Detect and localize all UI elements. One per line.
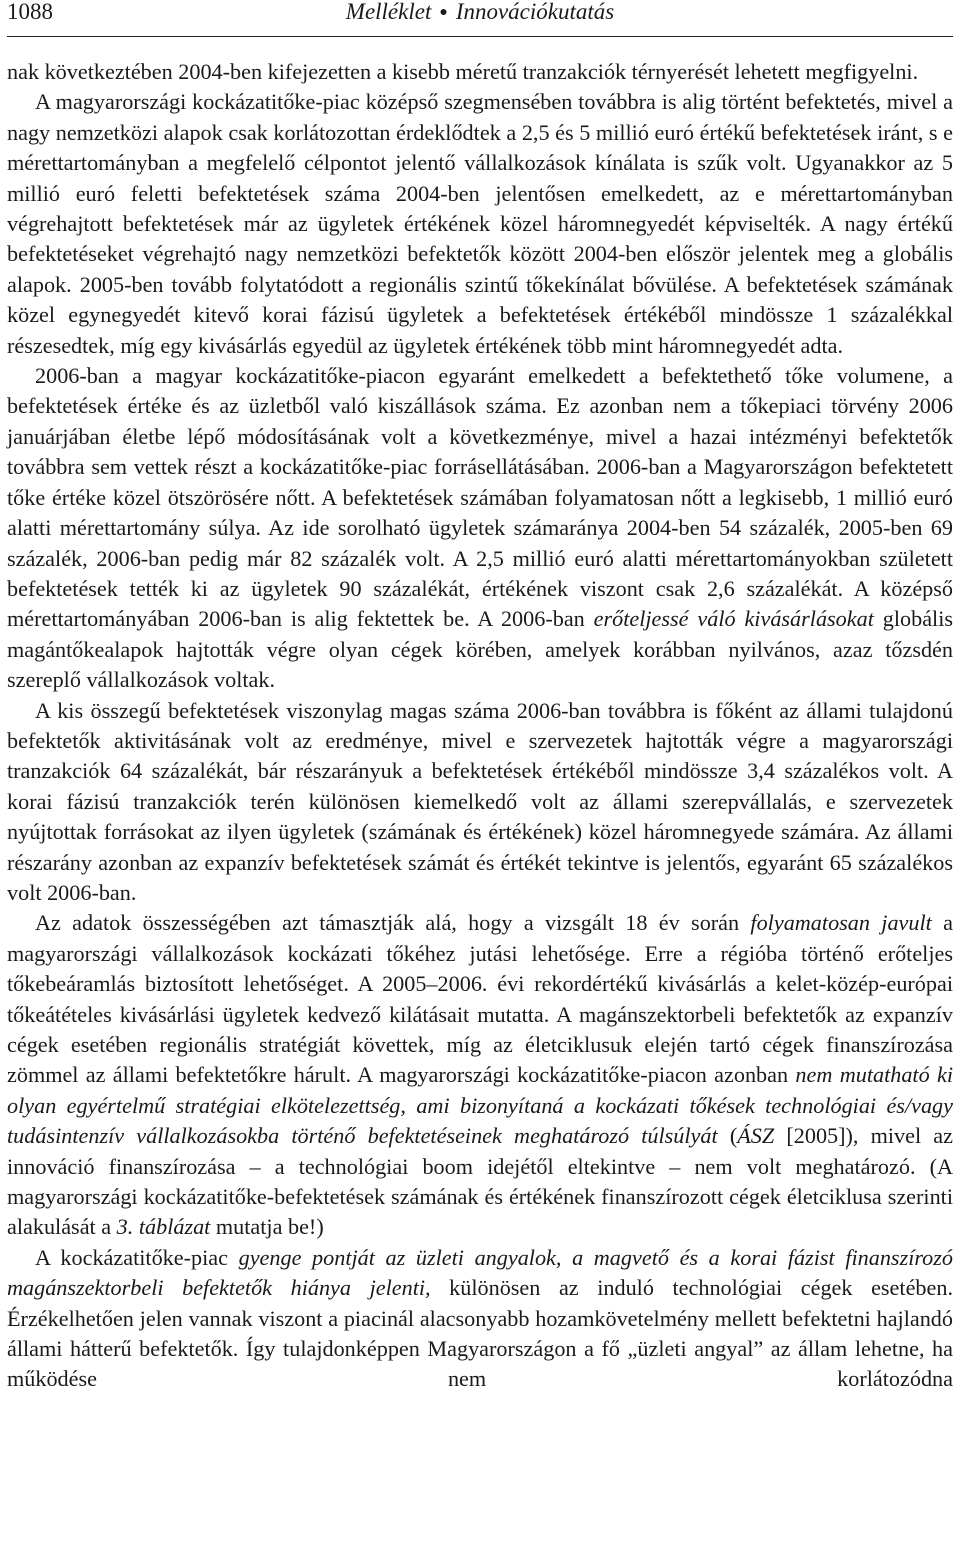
paragraph [7,1243,953,1395]
running-title [7,0,953,25]
emphasis-text: folyamatosan javult [750,910,932,936]
paragraph-text: Az adatok összességében azt támasztják alá, hogy a vizsgált 18 év során [35,910,751,936]
paragraph-text: 2006-ban a magyar kockázatitőke-piacon egyaránt emelkedett a befektethető tőke volumene, a befektetések értéke és az üzletből való kiszállások száma. Ez azonban nem a tőkepiaci törvény 2006 januárjában életbe lépő módosításának volt a következménye, mivel a hazai intézményi befektetők továbbra sem vettek részt a kockázatitőke-piac forrásellátásában. 2006-ban a Magyarországon befektetett tőke értéke közel ötszörösére nőtt. A befektetések számában folyamatosan nőtt a legkisebb, 1 millió euró alatti mérettartomány súlya. Az ide sorolható ügyletek számaránya 2004-ben 54 százalék, 2005-ben 69 százalék, 2006-ban pedig már 82 százalék volt. A 2,5 millió euró alatti mérettartományokban született befektetések tették ki az ügyletek 90 százalékát, értékének viszont csak 2,6 százalékát. A középső mérettartományában 2006-ban is alig fektettek be. A 2006-ban [7,363,953,632]
paragraph-text: ( [717,1123,738,1149]
paragraph-text: [2005]), mivel az innováció finanszírozása – a technológiai boom idejétől eltekintve – nem volt meghatározó. (A magyarországi kockázatitőke-befektetések számának és értékének finanszírozott cégek életciklusa szerinti alakulását a [7,1123,954,1240]
emphasis-text: gyenge pontját az üzleti angyalok, a magvető és a korai fázist finanszírozó magánszektorbeli befektetők hiánya jelenti, [7,1244,953,1301]
paragraph-text: A kis összegű befektetések viszonylag magas száma 2006-ban továbbra is főként az állami tulajdonú befektetők aktivitásának volt az eredménye, mivel e szervezetek hajtották végre a magyarországi tranzakciók 64 százalékát, bár részarányuk a befektetések értékéből mindössze 3,4 százalékos volt. A korai fázisú tranzakciók terén különösen kiemelkedő volt az állami szerepvállalás, e szervezetek nyújtottak forrásokat az ilyen ügyletek (számának és értékének) közel háromnegyede számára. Az állami részarány azonban az expanzív befektetések számát és értékét tekintve is jelentős, egyaránt 65 százalékos volt 2006-ban. [7,697,953,905]
paragraph-text: globális magántőkealapok hajtották végre olyan cégek körében, amelyek korábban nyilvános, azaz tőzsdén szereplő vállalkozások voltak. [7,606,953,693]
paragraph-text: nak következtében 2004-ben kifejezetten a kisebb méretű tranzakciók térnyerését lehetett megfigyelni. [7,59,919,84]
emphasis-text: nem mutatható ki olyan egyértelmű stratégiai elkötelezettség, ami bizonyítaná a kockázati tőkések technológiai és/vagy tudásintenzív vállalkozásokba történő befektetéseinek meghatározó túlsúlyát [7,1062,954,1149]
emphasis-text: 3. táblázat [116,1214,211,1240]
running-title-section: Melléklet [345,0,432,24]
running-header [7,0,953,37]
running-title-journal: Innovációkutatás [455,0,615,24]
paragraph [7,908,953,1242]
page-number: 1088 [7,0,53,24]
article-body [7,57,953,1395]
paragraph [7,361,953,695]
paragraph-text: mutatja be!) [210,1214,324,1240]
paragraph [7,57,953,87]
paragraph [7,696,953,909]
emphasis-text: ÁSZ [737,1123,775,1149]
paragraph [7,87,953,361]
paragraph-text: A kockázatitőke-piac [35,1244,239,1270]
paragraph-text: különösen az induló technológiai cégek esetében. Érzékelhetően jelen vannak viszont a piacinál alacsonyabb hozamkövetelmény mellett befektetni hajlandó állami hátterű befektetők. Így tulajdonképpen Magyarországon a fő „üzleti angyal” az állam lehetne, ha működése nem korlátozódna [7,1275,954,1392]
paragraph-text: a magyarországi vállalkozások kockázati tőkéhez jutási lehetősége. Erre a régióba történő erőteljes tőkebeáramlás biztosított lehetőséget. A 2005–2006. évi rekordértékű kivásárlás a kelet-közép-európai tőkeátételes kivásárlási ügyletek kedvező kilátásait mutatta. A magánszektorbeli befektetők az expanzív cégek esetében regionális stratégiát követtek, míg az életciklusuk elején tartó cégek finanszírozása zömmel az állami befektetőkre hárult. A magyarországi kockázatitőke-piacon azonban [7,910,953,1088]
bullet-separator-icon: ● [439,5,448,20]
emphasis-text: erőteljessé váló kivásárlásokat [593,606,874,632]
paragraph-text: A magyarországi kockázatitőke-piac középső szegmensében továbbra is alig történt befektetés, mivel a nagy nemzetközi alapok csak korlátozottan érdeklődtek a 2,5 és 5 millió euró értékű befektetések iránt, s e mérettartományban a megfelelő célpontot jelentő vállalkozások kínálata is szűk volt. Ugyanakkor az 5 millió euró feletti befektetések száma 2004-ben jelentősen emelkedett, az e mérettartományban végrehajtott befektetések már az ügyletek értékének közel háromnegyedét képviselték. A nagy értékű befektetéseket végrehajtó nagy nemzetközi befektetők között 2004-ben először jelentek meg a globális alapok. 2005-ben tovább folytatódott a regionális szintű tőkekínálat bővülése. A befektetések számának közel egynegyedét kitevő korai fázisú ügyletek a befektetések értékéből mindössze 1 százalékkal részesedtek, míg egy kivásárlás egyedül az ügyletek értékének több mint háromnegyedét adta. [7,89,953,358]
